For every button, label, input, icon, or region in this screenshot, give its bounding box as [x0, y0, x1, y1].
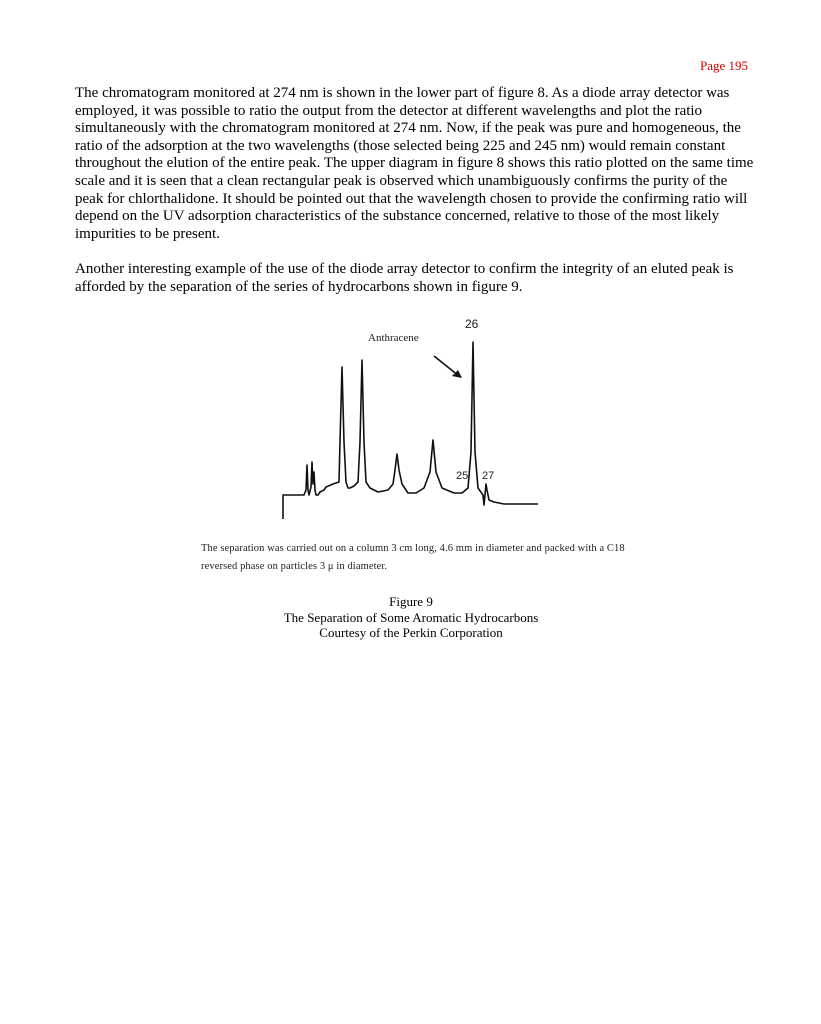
body-paragraph-2: Another interesting example of the use of the diode array detector to confirm the integrity of an eluted peak is afforded by the separation of the series of hydrocarbons shown in figure 9. — [75, 261, 734, 295]
peak-label-26: 26 — [465, 317, 479, 331]
peak-label-25: 25 — [456, 470, 469, 482]
chromatogram-trace — [283, 342, 538, 519]
figure-9 — [198, 312, 638, 576]
peak-label-27: 27 — [482, 470, 495, 482]
caption-title: Figure 9 — [389, 594, 433, 609]
figure-note: The separation was carried out on a column 3 cm long, 4.6 mm in diameter and packed with a C18 reversed phase on particles 3 μ in diameter. — [201, 543, 625, 572]
page-number: Page 195 — [699, 58, 748, 73]
caption-subtitle: The Separation of Some Aromatic Hydrocarbons — [283, 609, 539, 625]
body-paragraph-1: The chromatogram monitored at 274 nm is shown in the lower part of figure 8. As a diode array detector was employed, it was possible to ratio the output from the detector at different wavelengths and plot the ratio simultaneously with the chromatogram monitored at 274 nm. Now, if the peak was pure and homogeneous, the ratio of the adsorption at the two wavelengths (those selected being 225 and 245 nm) would remain constant throughout the elution of the entire peak. The upper diagram in figure 8 shows this ratio plotted on the same time scale and it is seen that a clean rectangular peak is observed which unambiguously confirms the purity of the peak for chlorthalidone. It should be pointed out that the wavelength chosen to provide the confirming ratio will depend on the UV adsorption characteristics of the substance concerned, relative to those of the most likely impurities to be present. — [75, 85, 754, 242]
anthracene-label: Anthracene — [368, 332, 419, 344]
figure-caption — [230, 594, 592, 641]
chromatogram — [198, 312, 638, 532]
caption-credit: Courtesy of the Perkin Corporation — [319, 625, 503, 640]
